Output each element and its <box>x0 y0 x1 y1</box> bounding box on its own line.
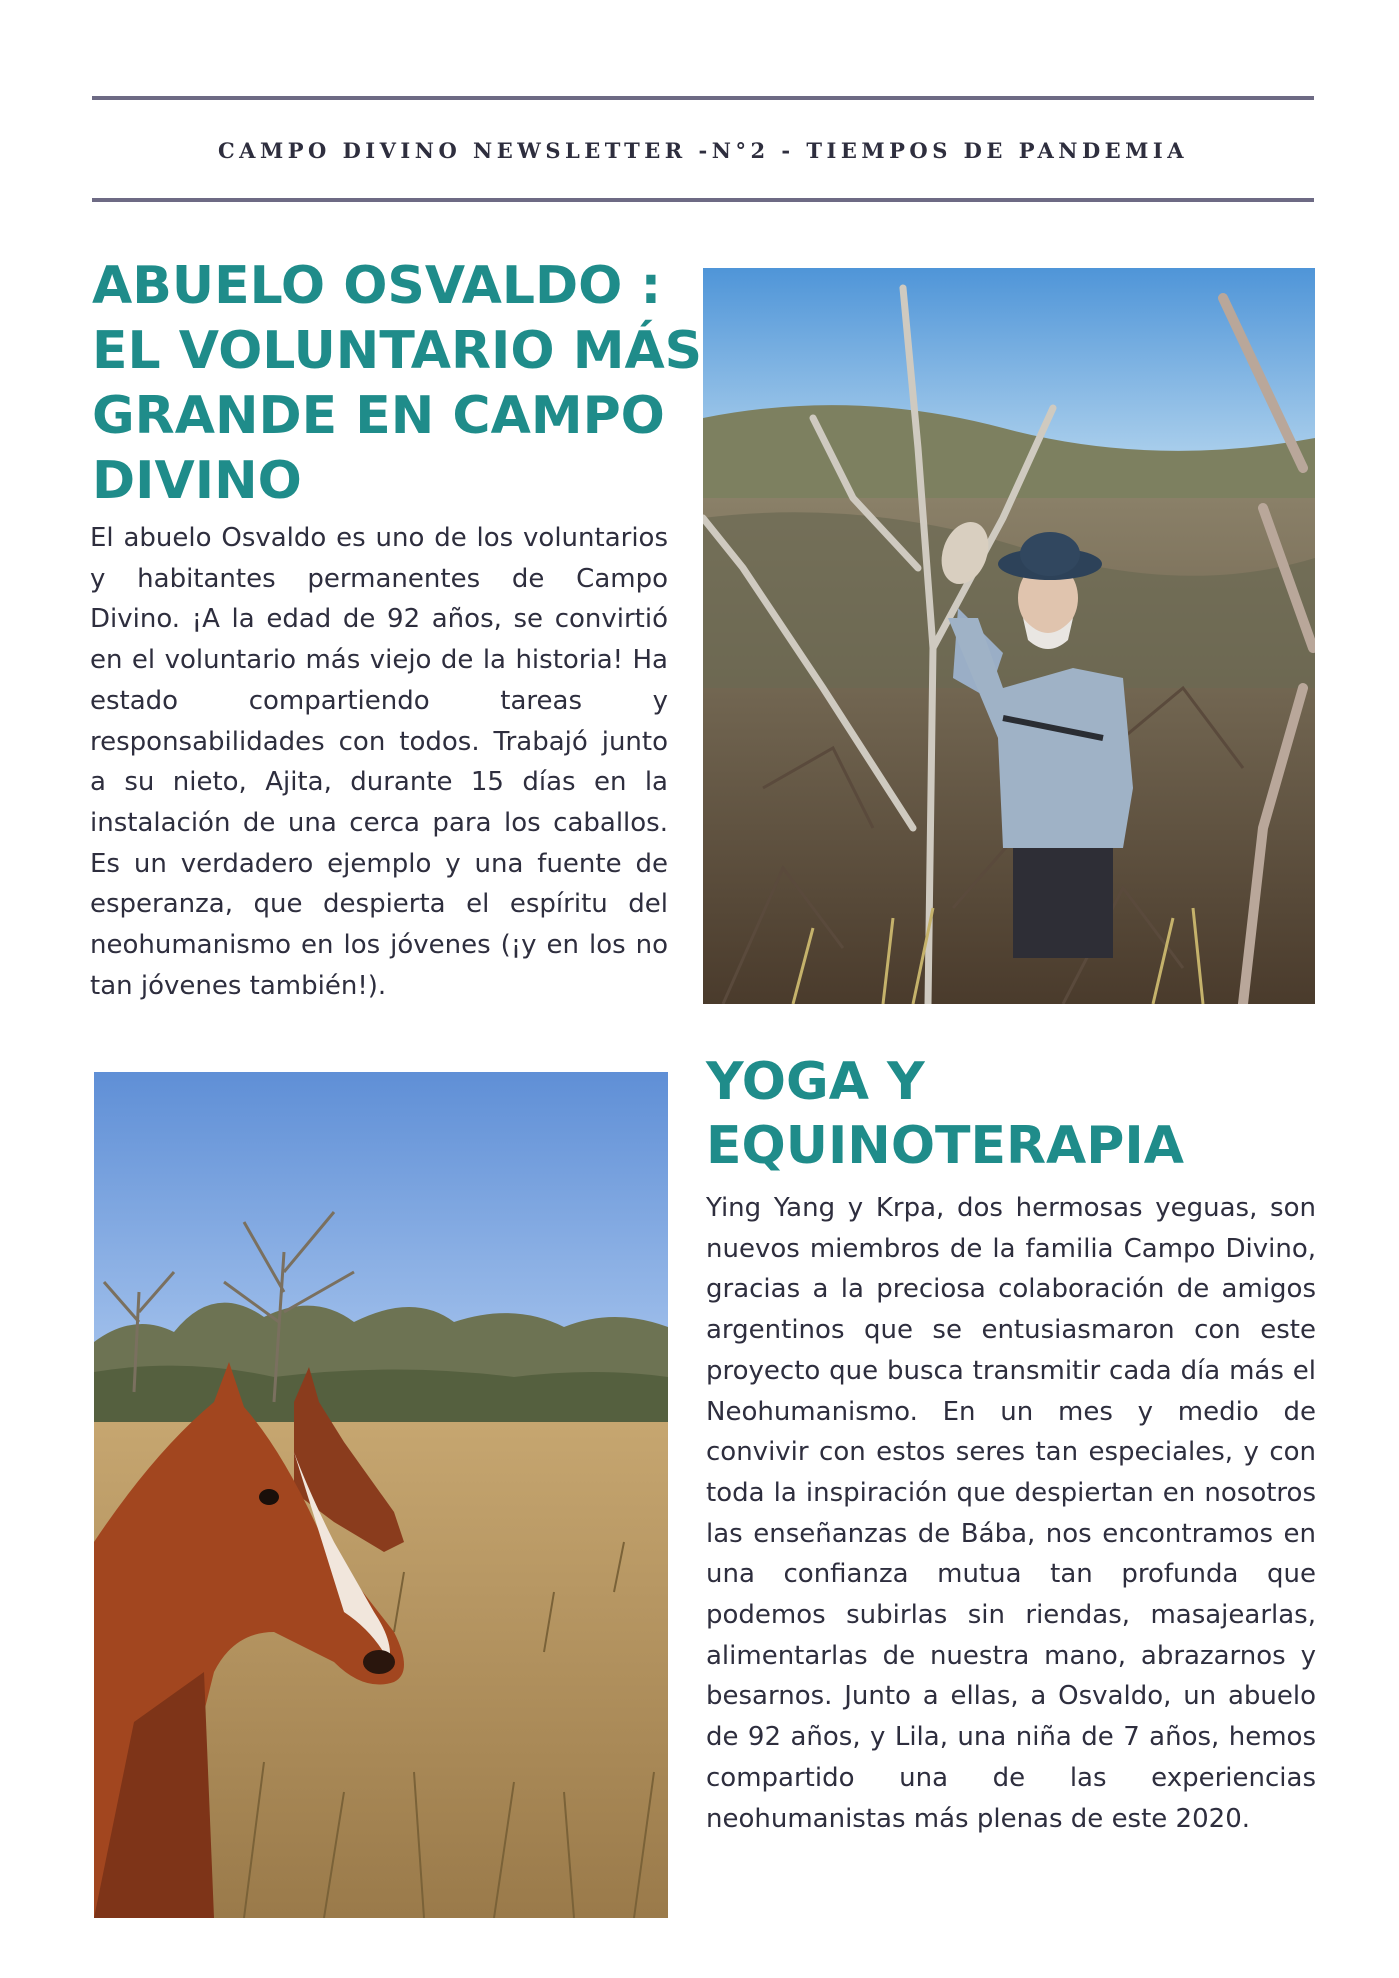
osvaldo-photo <box>703 268 1315 1004</box>
article2-title-line: YOGA Y <box>706 1052 925 1112</box>
header-bottom-rule <box>92 198 1314 202</box>
article2-body: Ying Yang y Krpa, dos hermosas yeguas, son nuevos miembros de la familia Campo Divino, gracias a la preciosa colaboración de amigos argentinos que se entusiasmaron con este proyecto que busca transmitir cada día más el Neohumanismo. En un mes y medio de convivir con estos seres tan especiales, y con toda la inspiración que despiertan en nosotros las enseñanzas de Bába, nos encontramos en una confianza mutua tan profunda que podemos subirlas sin riendas, masajearlas, alimentarlas de nuestra mano, abrazarnos y besarnos. Junto a ellas, a Osvaldo, un abuelo de 92 años, y Lila, una niña de 7 años, hemos compartido una de las experiencias neohumanistas más plenas de este 2020. <box>706 1193 1316 1834</box>
article1-title-line: EL VOLUNTARIO MÁS <box>92 321 703 381</box>
article1-body: El abuelo Osvaldo es uno de los voluntarios y habitantes permanentes de Campo Divino. ¡A la edad de 92 años, se convirtió en el voluntario más viejo de la historia! Ha estado compartiendo tareas y responsabilidades con todos. Trabajó junto a su nieto, Ajita, durante 15 días en la instalación de una cerca para los caballos. Es un verdadero ejemplo y una fuente de esperanza, que despierta el espíritu del neohumanismo en los jóvenes (¡y en los no tan jóvenes también!). <box>90 523 668 1001</box>
article1-title-line: ABUELO OSVALDO : <box>92 256 662 316</box>
header-top-rule <box>92 96 1314 100</box>
horses-photo <box>94 1072 668 1918</box>
article1-title-line: GRANDE EN CAMPO <box>92 386 665 446</box>
article1-title <box>92 254 703 514</box>
article2-title-line: EQUINOTERAPIA <box>706 1116 1185 1176</box>
newsletter-header: CAMPO DIVINO NEWSLETTER -N°2 - TIEMPOS DE PANDEMIA <box>217 138 1189 163</box>
article2-title <box>706 1050 1316 1178</box>
article1-title-line: DIVINO <box>92 451 302 511</box>
